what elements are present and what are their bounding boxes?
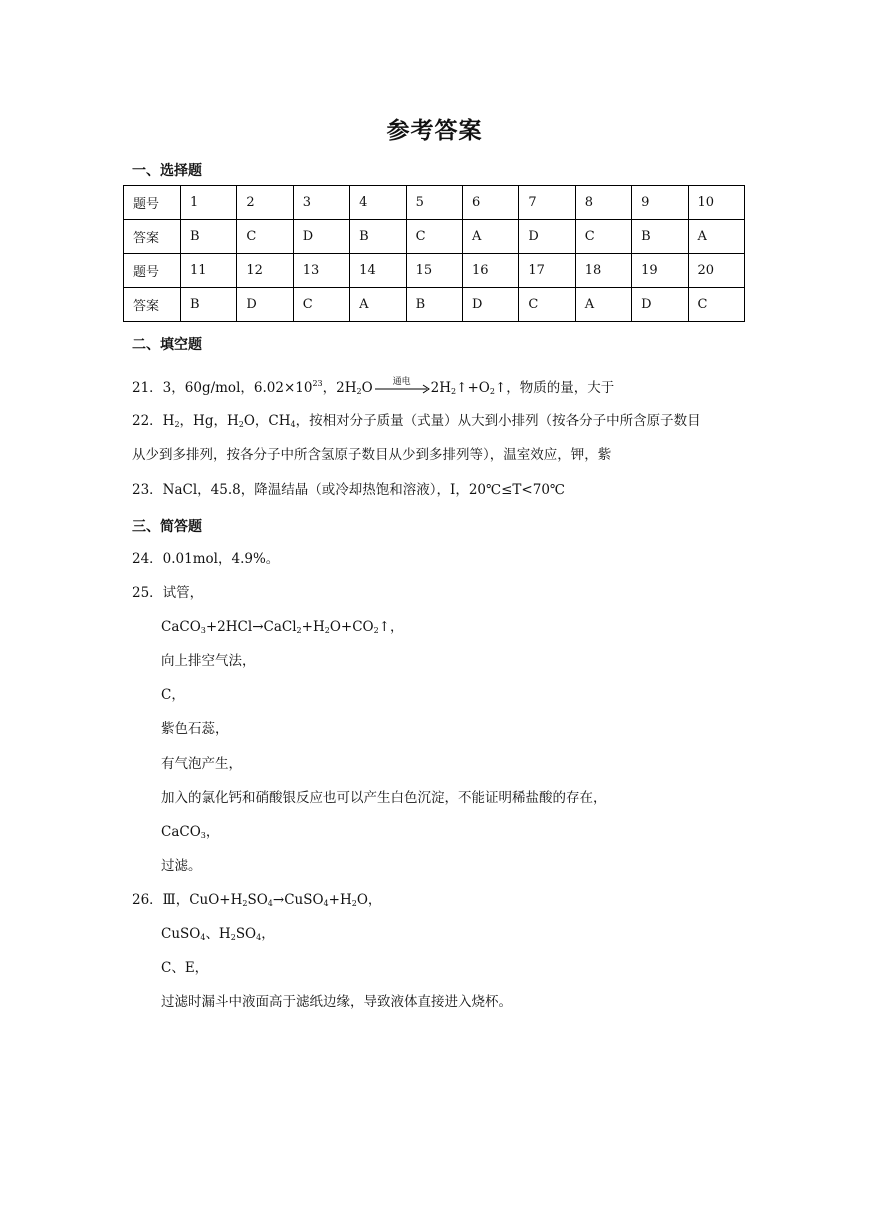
text-run: CaCO bbox=[161, 619, 201, 635]
subscript: 2 bbox=[242, 899, 248, 908]
table-cell: B bbox=[181, 288, 237, 322]
table-row-label: 答案 bbox=[124, 220, 181, 254]
answer-22-line1 bbox=[132, 412, 701, 434]
table-cell: D bbox=[462, 288, 518, 322]
table-row bbox=[124, 254, 745, 288]
superscript: 23 bbox=[312, 379, 323, 388]
table-row-label: 答案 bbox=[124, 288, 181, 322]
text-run: 、H bbox=[205, 926, 231, 942]
arrow-right-icon bbox=[373, 384, 431, 394]
table-cell: 8 bbox=[575, 186, 631, 220]
table-cell: 20 bbox=[688, 254, 744, 288]
section-heading-choice: 一、选择题 bbox=[132, 163, 202, 179]
subscript: 4 bbox=[323, 899, 329, 908]
subscript: 2 bbox=[489, 387, 495, 396]
answer-25-line5: 紫色石蕊， bbox=[161, 721, 229, 737]
text-run: CaCO bbox=[161, 824, 201, 840]
subscript: 4 bbox=[256, 933, 262, 942]
text-run: O+CO bbox=[329, 619, 374, 635]
text-run: 2H bbox=[430, 380, 452, 396]
text-run: 21．3，60g/mol，6.02×10 bbox=[132, 380, 313, 396]
section-heading-fill: 二、填空题 bbox=[132, 337, 202, 353]
table-cell: D bbox=[293, 220, 349, 254]
table-cell: 19 bbox=[632, 254, 688, 288]
table-cell: B bbox=[632, 220, 688, 254]
text-run: O， bbox=[356, 892, 382, 908]
subscript: 4 bbox=[200, 933, 206, 942]
subscript: 2 bbox=[356, 387, 362, 396]
subscript: 2 bbox=[373, 626, 379, 635]
table-cell: 17 bbox=[519, 254, 575, 288]
table-cell: 2 bbox=[237, 186, 293, 220]
table-cell: D bbox=[237, 288, 293, 322]
table-cell: 3 bbox=[293, 186, 349, 220]
table-cell: A bbox=[575, 288, 631, 322]
table-cell: C bbox=[688, 288, 744, 322]
text-run: 22．H bbox=[132, 413, 175, 429]
answer-26-line3: C、E， bbox=[161, 960, 209, 976]
table-cell: A bbox=[350, 288, 406, 322]
answer-25-line3: 向上排空气法， bbox=[161, 653, 256, 669]
table-row-label: 题号 bbox=[124, 254, 181, 288]
table-cell: D bbox=[519, 220, 575, 254]
answer-23: 23．NaCl，45.8，降温结晶（或冷却热饱和溶液），I，20℃≤T<70℃ bbox=[132, 482, 566, 498]
subscript: 2 bbox=[238, 420, 244, 429]
subscript: 2 bbox=[230, 933, 236, 942]
subscript: 2 bbox=[296, 626, 302, 635]
table-row-label: 题号 bbox=[124, 186, 181, 220]
answer-25-head: 25．试管， bbox=[132, 585, 204, 601]
answer-26-line2 bbox=[161, 925, 275, 947]
subscript: 2 bbox=[174, 420, 180, 429]
table-cell: C bbox=[293, 288, 349, 322]
table-cell: A bbox=[462, 220, 518, 254]
table-cell: 4 bbox=[350, 186, 406, 220]
table-cell: 14 bbox=[350, 254, 406, 288]
text-run: +2HCl→CaCl bbox=[205, 619, 297, 635]
subscript: 4 bbox=[290, 420, 296, 429]
text-run: O bbox=[361, 380, 373, 396]
text-run: CuSO bbox=[161, 926, 201, 942]
table-cell: 1 bbox=[181, 186, 237, 220]
table-cell: 16 bbox=[462, 254, 518, 288]
text-run: ↑+O bbox=[456, 380, 490, 396]
text-run: ，按相对分子质量（式量）从大到小排列（按各分子中所含原子数目 bbox=[295, 413, 701, 429]
subscript: 2 bbox=[451, 387, 457, 396]
subscript: 3 bbox=[200, 626, 206, 635]
text-run: ，2H bbox=[322, 380, 357, 396]
answer-25-line6: 有气泡产生， bbox=[161, 756, 242, 772]
table-cell: B bbox=[406, 288, 462, 322]
answer-26-head bbox=[132, 891, 381, 913]
table-cell: C bbox=[237, 220, 293, 254]
answer-26-line4: 过滤时漏斗中液面高于滤纸边缘，导致液体直接进入烧杯。 bbox=[161, 994, 512, 1010]
table-cell: 15 bbox=[406, 254, 462, 288]
answer-25-line4: C， bbox=[161, 687, 185, 703]
text-run: 26．Ⅲ，CuO+H bbox=[132, 892, 243, 908]
table-cell: B bbox=[350, 220, 406, 254]
table-cell: 10 bbox=[688, 186, 744, 220]
reaction-condition: 通电 bbox=[392, 376, 411, 387]
table-cell: 12 bbox=[237, 254, 293, 288]
table-cell: 11 bbox=[181, 254, 237, 288]
table-cell: 6 bbox=[462, 186, 518, 220]
reaction-arrow bbox=[373, 376, 431, 398]
table-cell: B bbox=[181, 220, 237, 254]
table-cell: C bbox=[575, 220, 631, 254]
text-run: ，Hg，H bbox=[179, 413, 239, 429]
page-title: 参考答案 bbox=[386, 118, 483, 144]
table-cell: 13 bbox=[293, 254, 349, 288]
answer-table bbox=[123, 185, 745, 322]
table-cell: 7 bbox=[519, 186, 575, 220]
text-run: ↑， bbox=[378, 619, 404, 635]
answer-21 bbox=[132, 375, 614, 401]
table-cell: D bbox=[632, 288, 688, 322]
answer-25-line9: 过滤。 bbox=[161, 858, 202, 874]
table-cell: C bbox=[519, 288, 575, 322]
answer-25-line8 bbox=[161, 823, 219, 845]
answer-22-line2: 从少到多排列，按各分子中所含氢原子数目从少到多排列等），温室效应，钾，紫 bbox=[132, 447, 612, 463]
answer-25-line7: 加入的氯化钙和硝酸银反应也可以产生白色沉淀，不能证明稀盐酸的存在， bbox=[161, 790, 607, 806]
table-cell: 18 bbox=[575, 254, 631, 288]
table-row bbox=[124, 288, 745, 322]
subscript: 2 bbox=[324, 626, 330, 635]
subscript: 4 bbox=[267, 899, 273, 908]
table-row bbox=[124, 220, 745, 254]
answer-24: 24．0.01mol，4.9%。 bbox=[132, 551, 280, 567]
table-cell: C bbox=[406, 220, 462, 254]
text-run: O，CH bbox=[243, 413, 291, 429]
table-row bbox=[124, 186, 745, 220]
table-cell: 5 bbox=[406, 186, 462, 220]
section-heading-short: 三、简答题 bbox=[132, 519, 202, 535]
text-run: SO bbox=[235, 926, 257, 942]
text-run: +H bbox=[301, 619, 325, 635]
text-run: SO bbox=[247, 892, 268, 908]
subscript: 2 bbox=[351, 899, 357, 908]
table-cell: A bbox=[688, 220, 744, 254]
subscript: 3 bbox=[200, 831, 206, 840]
text-run: ， bbox=[261, 926, 275, 942]
text-run: →CuSO bbox=[272, 892, 324, 908]
answer-25-equation bbox=[161, 618, 404, 640]
table-cell: 9 bbox=[632, 186, 688, 220]
text-run: ↑，物质的量，大于 bbox=[494, 380, 615, 396]
text-run: ， bbox=[205, 824, 220, 840]
text-run: +H bbox=[328, 892, 352, 908]
